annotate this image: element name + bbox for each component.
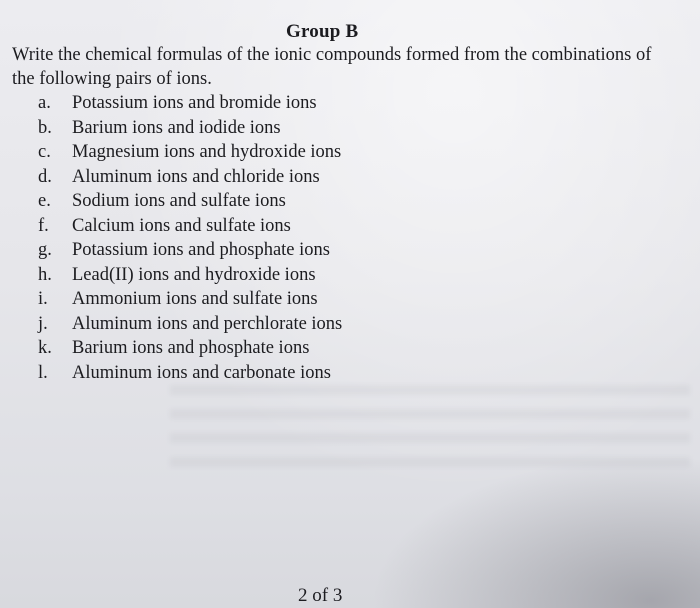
list-item: [38, 312, 342, 337]
bleed-through-text: [170, 385, 690, 475]
instructions-text: Write the chemical formulas of the ionic compounds formed from the combinations of the following pairs of ions.: [12, 45, 652, 89]
item-letter: l.: [38, 362, 48, 383]
list-item: [38, 91, 342, 116]
item-letter: b.: [38, 117, 52, 138]
item-text: Potassium ions and bromide ions: [72, 93, 317, 113]
item-letter: a.: [38, 93, 51, 113]
item-text: Barium ions and iodide ions: [72, 117, 281, 138]
list-item: [38, 165, 342, 190]
item-letter: d.: [38, 166, 52, 187]
item-text: Magnesium ions and hydroxide ions: [72, 142, 342, 162]
item-text: Aluminum ions and perchlorate ions: [72, 313, 343, 334]
list-item: [38, 336, 342, 361]
ion-pairs-list: [38, 91, 342, 385]
item-text: Lead(II) ions and hydroxide ions: [72, 264, 316, 285]
item-letter: e.: [38, 191, 51, 211]
item-letter: k.: [38, 338, 52, 358]
item-letter: i.: [38, 289, 48, 309]
item-text: Calcium ions and sulfate ions: [72, 215, 291, 236]
item-letter: f.: [38, 215, 49, 236]
item-letter: c.: [38, 142, 51, 162]
list-item: [38, 116, 342, 141]
item-text: Barium ions and phosphate ions: [72, 338, 310, 358]
item-letter: j.: [38, 313, 48, 334]
page-number: 2 of 3: [298, 585, 343, 606]
item-letter: g.: [38, 240, 52, 260]
section-title: Group B: [286, 21, 359, 42]
list-item: [38, 361, 342, 386]
list-item: [38, 263, 342, 288]
list-item: [38, 140, 342, 165]
item-text: Sodium ions and sulfate ions: [72, 191, 286, 211]
list-item: [38, 238, 342, 263]
item-text: Potassium ions and phosphate ions: [72, 240, 330, 260]
list-item: [38, 287, 342, 312]
item-text: Ammonium ions and sulfate ions: [72, 289, 318, 309]
list-item: [38, 189, 342, 214]
item-text: Aluminum ions and chloride ions: [72, 166, 320, 187]
photo-shadow: [370, 455, 700, 608]
item-letter: h.: [38, 264, 52, 285]
list-item: [38, 214, 342, 239]
item-text: Aluminum ions and carbonate ions: [72, 362, 331, 383]
